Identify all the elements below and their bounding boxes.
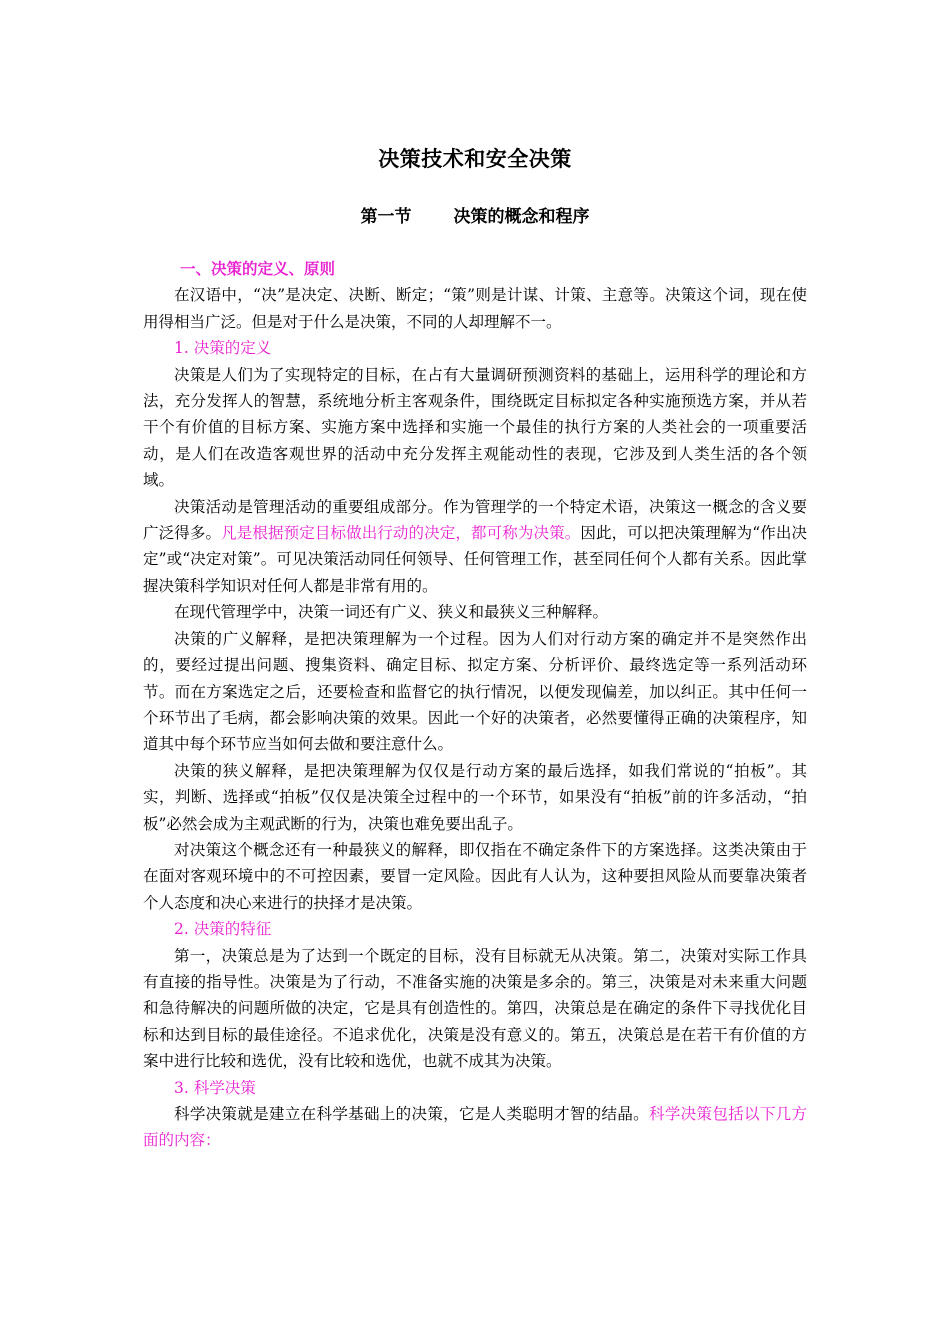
highlighted-definition: 凡是根据预定目标做出行动的决定，都可称为决策。	[221, 524, 581, 543]
highlighted-scientific-contents: 科学决策包括以下几方面的内容：	[143, 1105, 807, 1150]
paragraph-management-text-b: 因此，可以把决策理解为“作出决定”或“决定对策”。可见决策活动同任何领导、任何管理工作，甚至同任何个人都有关系。因此掌握决策科学知识对任何人都是非常有用的。	[143, 524, 807, 595]
section-number: 第一节	[360, 207, 412, 227]
paragraph-definition: 决策是人们为了实现特定的目标，在占有大量调研预测资料的基础上，运用科学的理论和方法，充分发挥人的智慧，系统地分析主客观条件，围绕既定目标拟定各种实施预选方案，并从若干个有价值的目标方案、实施方案中选择和实施一个最佳的执行方案的人类社会的一项重要活动，是人们在改造客观世界的活动中充分发挥主观能动性的表现，它涉及到人类生活的各个领域。	[143, 365, 807, 490]
subheading-scientific-decision: 3. 科学决策	[174, 1078, 256, 1097]
paragraph-broad-interpretation: 决策的广义解释，是把决策理解为一个过程。因为人们对行动方案的确定并不是突然作出的，要经过提出问题、搜集资料、确定目标、拟定方案、分析评价、最终选定等一系列活动环节。而在方案选定之后，还要检查和监督它的执行情况，以便发现偏差，加以纠正。其中任何一个环节出了毛病，都会影响决策的效果。因此一个好的决策者，必然要懂得正确的决策程序，知道其中每个环节应当如何去做和要注意什么。	[143, 629, 807, 754]
subheading-definition: 1. 决策的定义	[174, 339, 272, 358]
paragraph-intro: 在汉语中，“决”是决定、决断、断定；“策”则是计谋、计策、主意等。决策这个词，现在使用得相当广泛。但是对于什么是决策，不同的人却理解不一。	[143, 286, 807, 331]
heading-definition-principles: 一、决策的定义、原则	[180, 259, 336, 278]
paragraph-scientific-text: 科学决策就是建立在科学基础上的决策，它是人类聪明才智的结晶。	[174, 1105, 649, 1123]
paragraph-management	[143, 494, 807, 600]
paragraph-characteristics: 第一，决策总是为了达到一个既定的目标，没有目标就无从决策。第二，决策对实际工作具有直接的指导性。决策是为了行动，不准备实施的决策是多余的。第三，决策是对未来重大问题和急待解决的问题所做的决定，它是具有创造性的。第四，决策总是在确定的条件下寻找优化目标和达到目标的最佳途径。不追求优化，决策是没有意义的。第五，决策总是在若干有价值的方案中进行比较和选优，没有比较和选优，也就不成其为决策。	[143, 946, 807, 1071]
section-title: 决策的概念和程序	[453, 207, 590, 227]
paragraph-scientific-decision	[143, 1101, 807, 1154]
document-title: 决策技术和安全决策	[378, 146, 572, 171]
document-body	[143, 256, 807, 1154]
paragraph-narrowest-interpretation: 对决策这个概念还有一种最狭义的解释，即仅指在不确定条件下的方案选择。这类决策由于在面对客观环境中的不可控因素，要冒一定风险。因此有人认为，这种要担风险从而要靠决策者个人态度和决心来进行的抉择才是决策。	[143, 840, 807, 912]
subheading-characteristics: 2. 决策的特征	[174, 920, 272, 939]
paragraph-narrow-interpretation: 决策的狭义解释，是把决策理解为仅仅是行动方案的最后选择，如我们常说的“拍板”。其实，判断、选择或“拍板”仅仅是决策全过程中的一个环节，如果没有“拍板”前的许多活动，“拍板”必然会成为主观武断的行为，决策也难免要出乱子。	[143, 761, 807, 833]
paragraph-management-text-a: 决策活动是管理活动的重要组成部分。作为管理学的一个特定术语，决策这一概念的含义要广泛得多。	[143, 497, 807, 543]
section-heading	[0, 202, 950, 227]
paragraph-three-interpretations: 在现代管理学中，决策一词还有广义、狭义和最狭义三种解释。	[174, 603, 609, 622]
